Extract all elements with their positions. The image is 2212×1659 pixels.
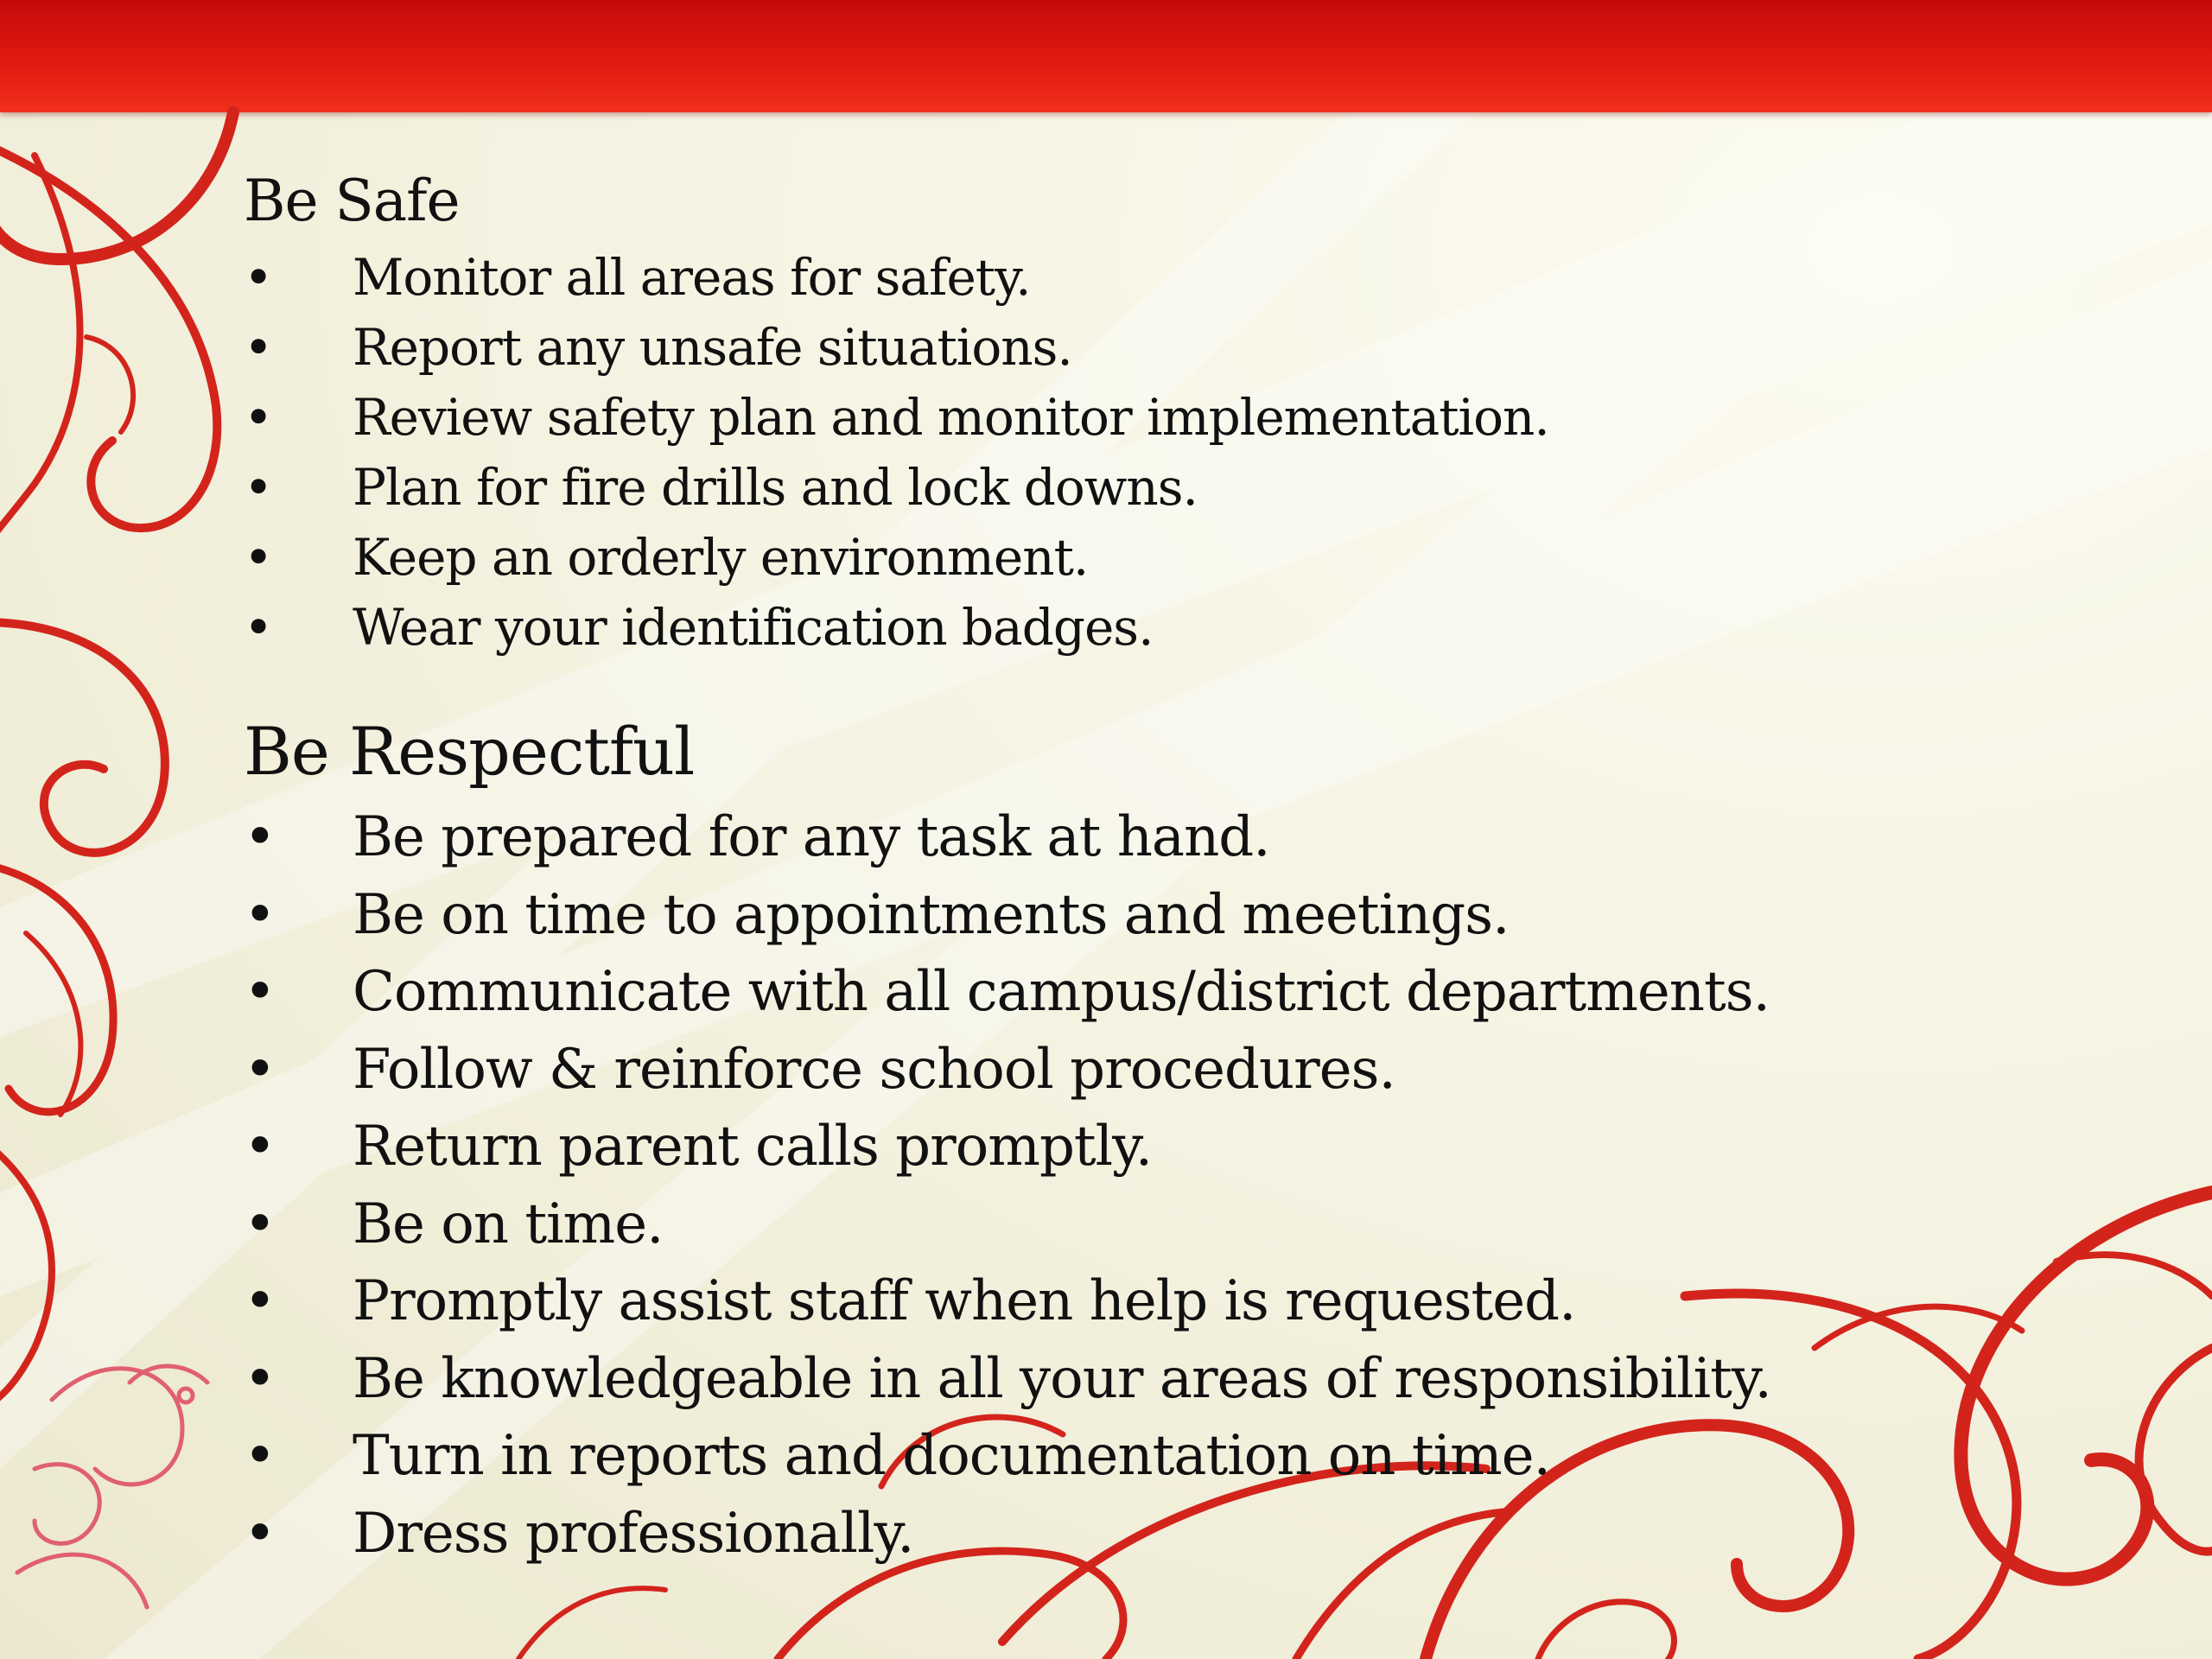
list-item xyxy=(244,593,1885,663)
list-item-text: Monitor all areas for safety. xyxy=(353,248,1031,307)
bullet-icon: • xyxy=(244,805,276,869)
list-item xyxy=(244,1341,1885,1419)
list-item-text: Turn in reports and documentation on time. xyxy=(353,1424,1550,1488)
list-item-text: Promptly assist staff when help is requested. xyxy=(353,1269,1576,1333)
bullet-list xyxy=(244,799,1885,1573)
list-item xyxy=(244,1496,1885,1573)
list-item-text: Plan for fire drills and lock downs. xyxy=(353,458,1198,517)
section-be-respectful xyxy=(244,704,1885,1573)
list-item-text: Be prepared for any task at hand. xyxy=(353,805,1270,869)
list-item xyxy=(244,383,1885,453)
list-item xyxy=(244,877,1885,955)
slide-content xyxy=(244,160,1885,1573)
list-item-text: Dress professionally. xyxy=(353,1501,914,1566)
bullet-icon: • xyxy=(244,388,273,447)
bullet-icon: • xyxy=(244,1346,276,1411)
list-item xyxy=(244,799,1885,877)
section-heading: Be Safe xyxy=(244,168,460,234)
bullet-icon: • xyxy=(244,1115,276,1179)
bullet-icon: • xyxy=(244,458,273,517)
list-item xyxy=(244,1109,1885,1186)
list-item xyxy=(244,243,1885,313)
list-item-text: Follow & reinforce school procedures. xyxy=(353,1037,1395,1102)
bullet-icon: • xyxy=(244,1424,276,1488)
list-item-text: Report any unsafe situations. xyxy=(353,318,1072,377)
list-item xyxy=(244,1032,1885,1109)
list-item xyxy=(244,453,1885,523)
section-heading: Be Respectful xyxy=(244,713,695,790)
section-be-safe xyxy=(244,160,1885,663)
bullet-icon: • xyxy=(244,318,273,377)
list-item-text: Be on time. xyxy=(353,1192,664,1256)
bullet-list xyxy=(244,243,1885,663)
bullet-icon: • xyxy=(244,882,276,947)
list-item-text: Be knowledgeable in all your areas of responsibility. xyxy=(353,1346,1771,1411)
bullet-icon: • xyxy=(244,960,276,1024)
list-item xyxy=(244,313,1885,383)
bullet-icon: • xyxy=(244,248,273,307)
header-bar xyxy=(0,0,2212,112)
list-item xyxy=(244,954,1885,1032)
list-item-text: Be on time to appointments and meetings. xyxy=(353,882,1510,947)
bullet-icon: • xyxy=(244,1501,276,1566)
list-item-text: Review safety plan and monitor implementation. xyxy=(353,388,1549,447)
list-item-text: Communicate with all campus/district departments. xyxy=(353,960,1770,1024)
bullet-icon: • xyxy=(244,528,273,587)
bullet-icon: • xyxy=(244,1192,276,1256)
list-item xyxy=(244,1263,1885,1341)
list-item xyxy=(244,1418,1885,1496)
bullet-icon: • xyxy=(244,1037,276,1102)
list-item-text: Keep an orderly environment. xyxy=(353,528,1089,587)
list-item xyxy=(244,1186,1885,1264)
list-item-text: Return parent calls promptly. xyxy=(353,1115,1153,1179)
bullet-icon: • xyxy=(244,1269,276,1333)
bullet-icon: • xyxy=(244,598,273,657)
list-item xyxy=(244,523,1885,593)
list-item-text: Wear your identification badges. xyxy=(353,598,1154,657)
